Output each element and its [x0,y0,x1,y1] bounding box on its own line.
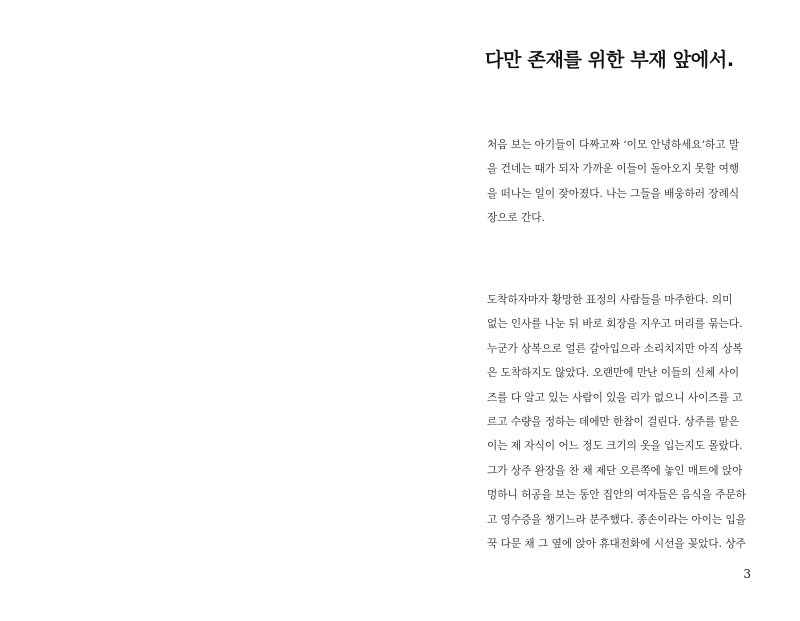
paragraph-line: 을 떠나는 일이 잦아졌다. 나는 그들을 배웅하러 장례식 [487,187,740,200]
paragraph-line: 누군가 상복으로 얼른 갈아입으라 소리치지만 아직 상복 [487,342,743,355]
paragraph-line: 꾹 다문 채 그 옆에 앉아 휴대전화에 시선을 꽂았다. 상주 [487,538,746,551]
paragraph-line: 이는 제 자식이 어느 정도 크기의 옷을 입는지도 몰랐다. [487,440,743,453]
page-number: 3 [743,567,751,581]
paragraph-line: 고 영수증을 챙기느라 분주했다. 종손이라는 아이는 입을 [487,513,746,526]
paragraph-1 [487,133,749,231]
page-title: 다만 존재를 위한 부재 앞에서. [485,49,734,71]
paragraph-line: 없는 인사를 나눈 뒤 바로 회장을 지우고 머리를 묶는다. [487,318,743,331]
paragraph-line: 장으로 간다. [487,212,545,225]
paragraph-line: 멍하니 허공을 보는 동안 집안의 여자들은 음식을 주문하 [487,489,746,502]
paragraph-line: 처음 보는 아기들이 다짜고짜 ‘이모 안녕하세요’하고 말 [487,139,740,151]
paragraph-line: 즈를 다 알고 있는 사람이 있을 리가 없으니 사이즈를 고 [487,391,743,404]
paragraph-line: 은 도착하지도 않았다. 오랜만에 만난 이들의 신체 사이 [487,367,740,380]
paragraph-line: 르고 수량을 정하는 데에만 한참이 걸린다. 상주를 맡은 [487,416,740,429]
paragraph-2 [487,288,749,556]
paragraph-line: 을 건네는 때가 되자 가까운 이들이 돌아오지 못할 여행 [487,163,740,176]
paragraph-line: 그가 상주 완장을 찬 채 제단 오른쪽에 놓인 매트에 앉아 [487,464,743,477]
paragraph-line: 도착하자마자 황망한 표정의 사람들을 마주한다. 의미 [487,294,733,306]
